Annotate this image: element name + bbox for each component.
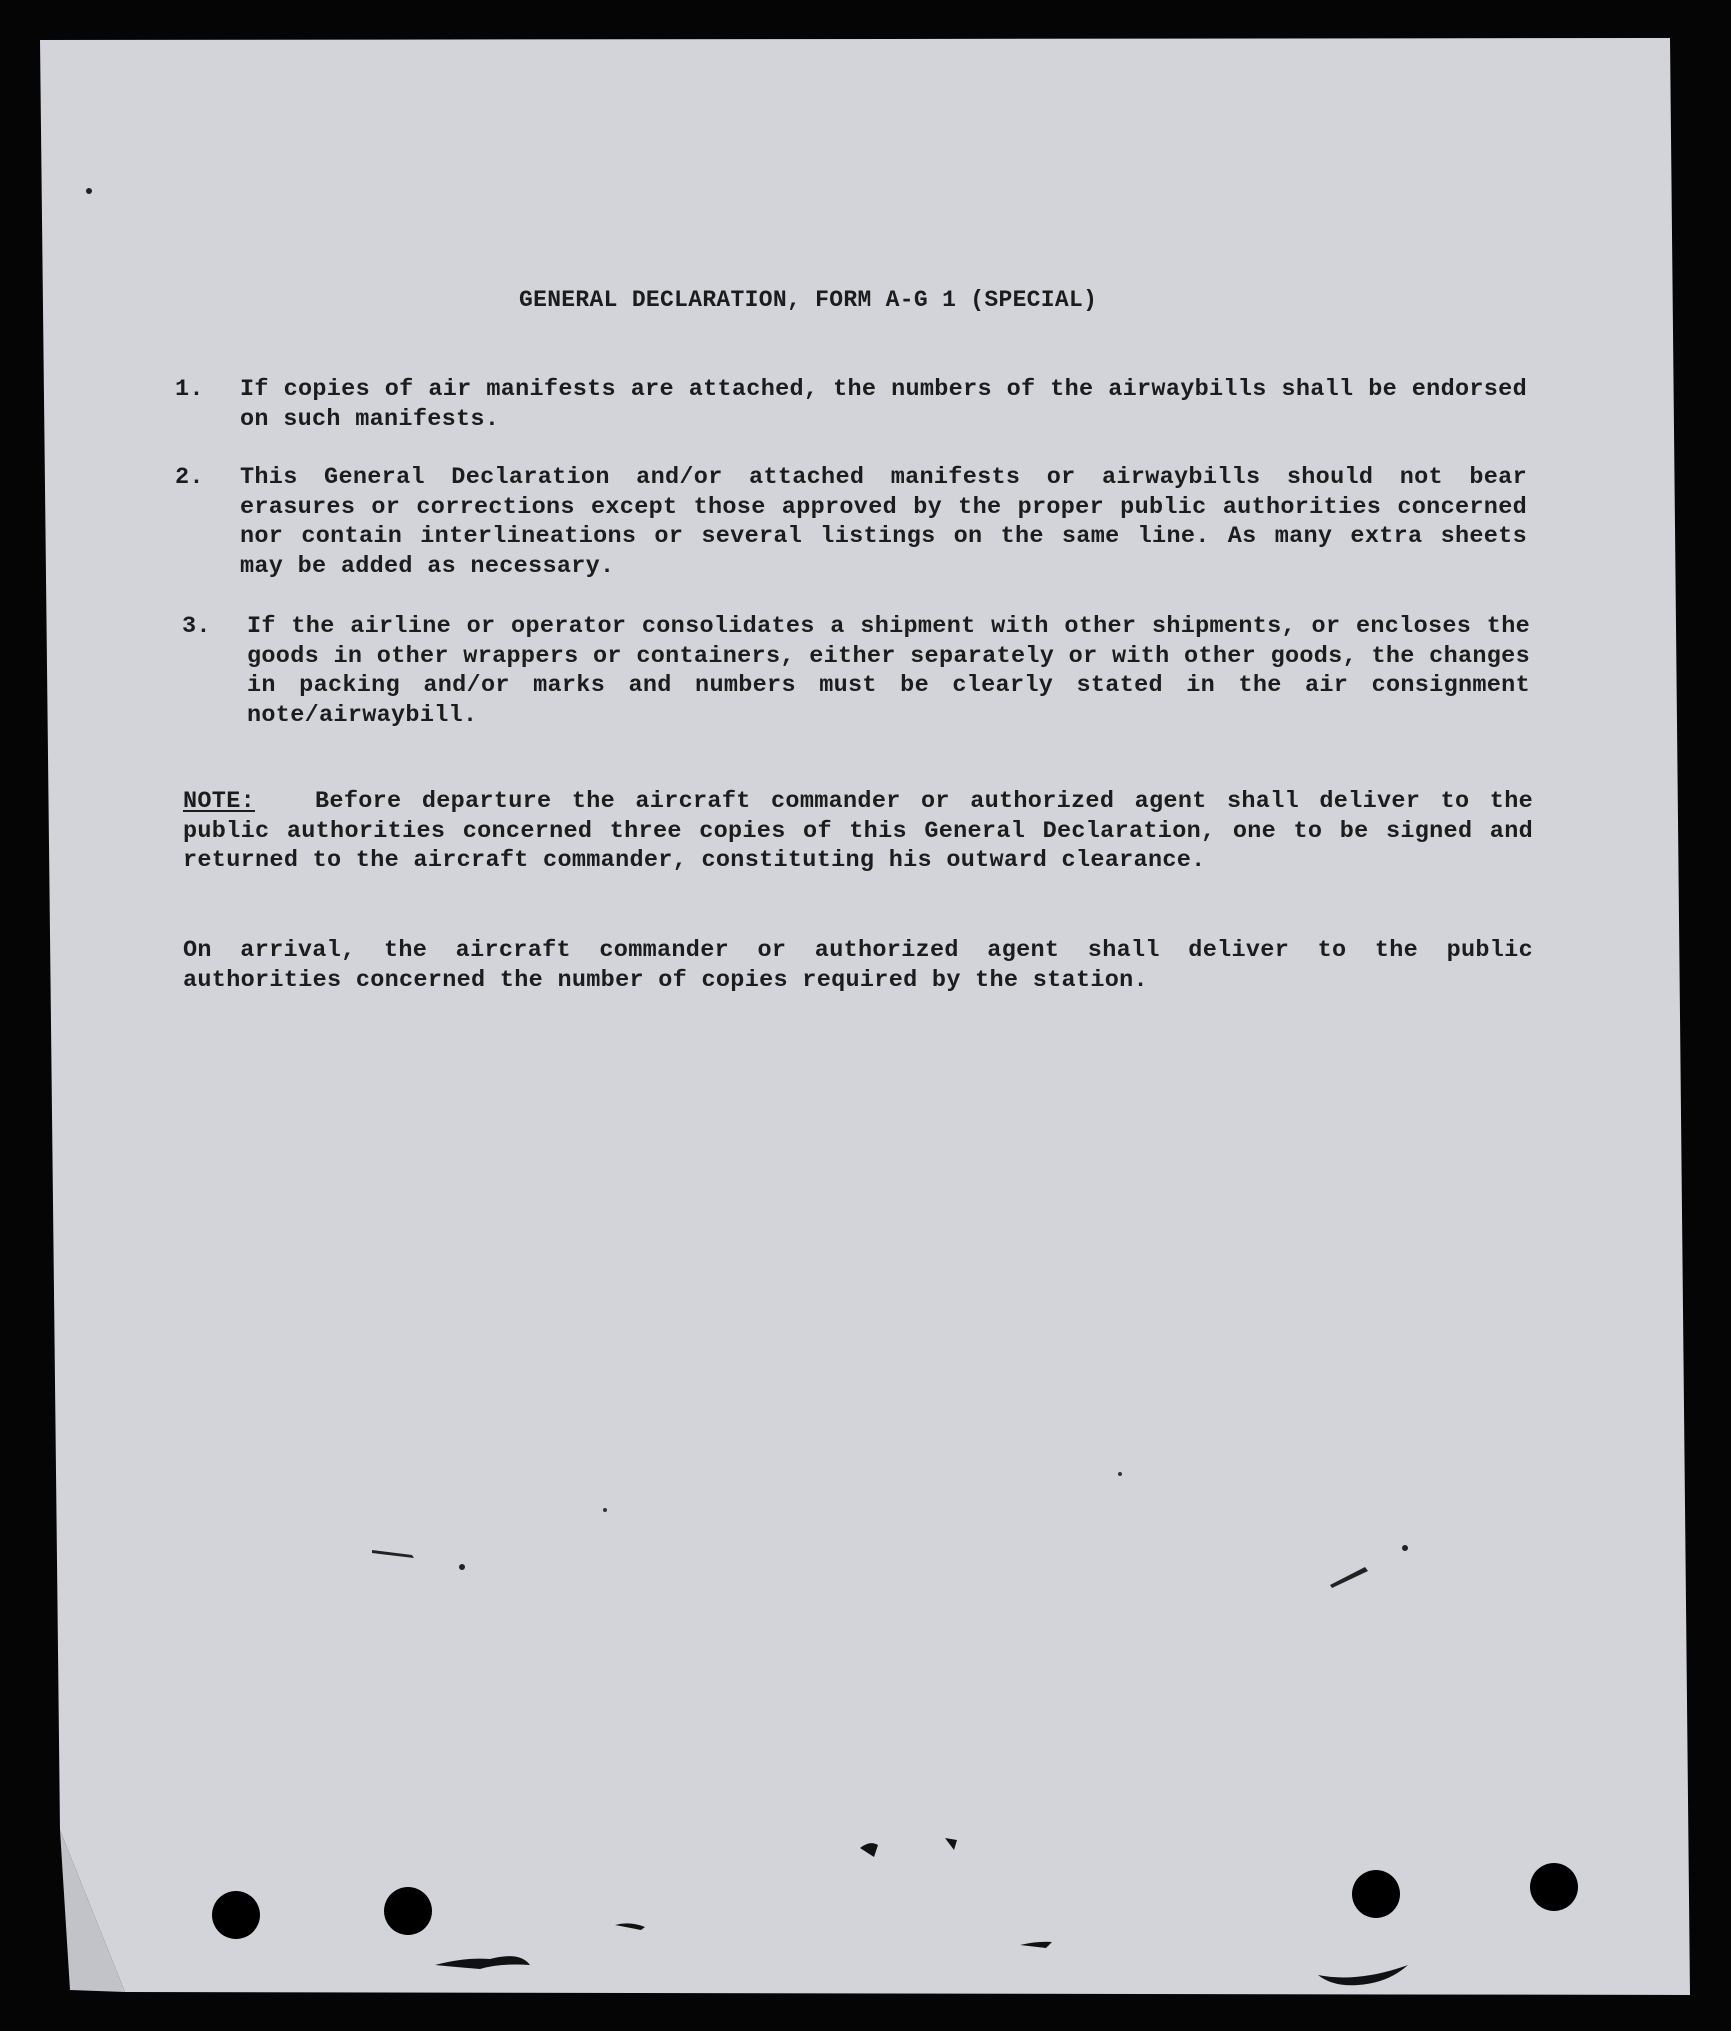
list-item-number: 2. <box>175 464 204 491</box>
paper-background <box>40 38 1690 1995</box>
list-item-number: 1. <box>175 376 204 403</box>
list-item <box>175 375 1527 434</box>
list-item-text: This General Declaration and/or attached manifests or airwaybills should not bear erasures or corrections except those approved by the proper public authorities concerned nor contain interlineations or several listings on the same line. As many extra sheets may be added as necessary. <box>240 464 1527 580</box>
list-item-text: If the airline or operator consolidates a shipment with other shipments, or encloses the goods in other wrappers or containers, either separately or with other goods, the changes in packing and/or marks and numbers must be clearly stated in the air consignment note/airwaybill. <box>247 613 1530 729</box>
punch-hole <box>212 1891 260 1939</box>
list-item <box>175 463 1527 581</box>
note-text: Before departure the aircraft commander or authorized agent shall deliver to the public authorities concerned three copies of this General Declaration, one to be signed and returned to the aircraft commander, constituting his outward clearance. <box>183 788 1533 874</box>
list-item-text: If copies of air manifests are attached, the numbers of the airwaybills shall be endorsed on such manifests. <box>240 376 1527 433</box>
ink-speck <box>1118 1472 1122 1476</box>
punch-hole <box>1530 1863 1578 1911</box>
ink-speck <box>459 1564 465 1570</box>
note-label: NOTE: <box>183 788 256 815</box>
list-item-number: 3. <box>182 613 211 640</box>
ink-speck <box>1402 1545 1408 1551</box>
ink-speck <box>603 1508 607 1512</box>
punch-hole <box>1352 1870 1400 1918</box>
list-item <box>182 612 1530 730</box>
ink-speck <box>86 188 92 194</box>
note-paragraph <box>183 787 1533 876</box>
form-title: GENERAL DECLARATION, FORM A-G 1 (SPECIAL) <box>519 287 1098 313</box>
punch-hole <box>384 1887 432 1935</box>
arrival-paragraph: On arrival, the aircraft commander or authorized agent shall deliver to the public authorities concerned the number of copies required by the station. <box>183 937 1533 994</box>
